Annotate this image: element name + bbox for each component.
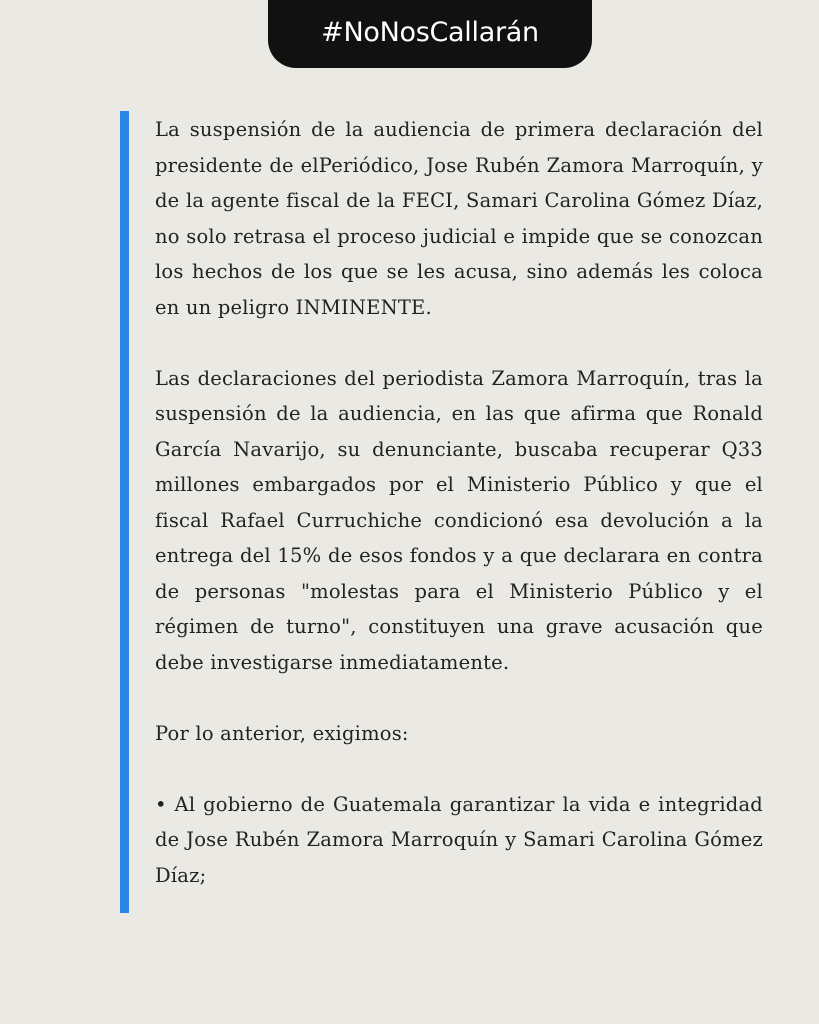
hashtag-banner [268,0,592,68]
statement-body [155,112,763,893]
paragraph-declarations: Las declaraciones del periodista Zamora Marroquín, tras la suspensión de la audiencia, en las que afirma que Ronald García Navarijo, su denunciante, buscaba recuperar Q33 millones embargados por el Ministerio Público y que el fiscal Rafael Curruchiche condicionó esa devolución a la entrega del 15% de esos fondos y a que declarara en contra de personas "molestas para el Ministerio Público y el régimen de turno", constituyen una grave acusación que debe investigarse inmediatamente. [155,366,763,674]
paragraph-suspension: La suspensión de la audiencia de primera declaración del presidente de elPeriódico, Jose Rubén Zamora Marroquín, y de la agente fiscal de la FECI, Samari Carolina Gómez Díaz, no solo retrasa el proceso judicial e impide que se conozcan los hechos de los que se les acusa, sino además les coloca en un peligro INMINENTE. [155,118,763,319]
accent-bar [120,111,129,913]
paragraph-demand-intro: Por lo anterior, exigimos: [155,721,409,745]
paragraph-demand-item: • Al gobierno de Guatemala garantizar la vida e integridad de Jose Rubén Zamora Marroquín y Samari Carolina Gómez Díaz; [155,792,763,887]
hashtag-text: #NoNosCallarán [321,16,539,48]
